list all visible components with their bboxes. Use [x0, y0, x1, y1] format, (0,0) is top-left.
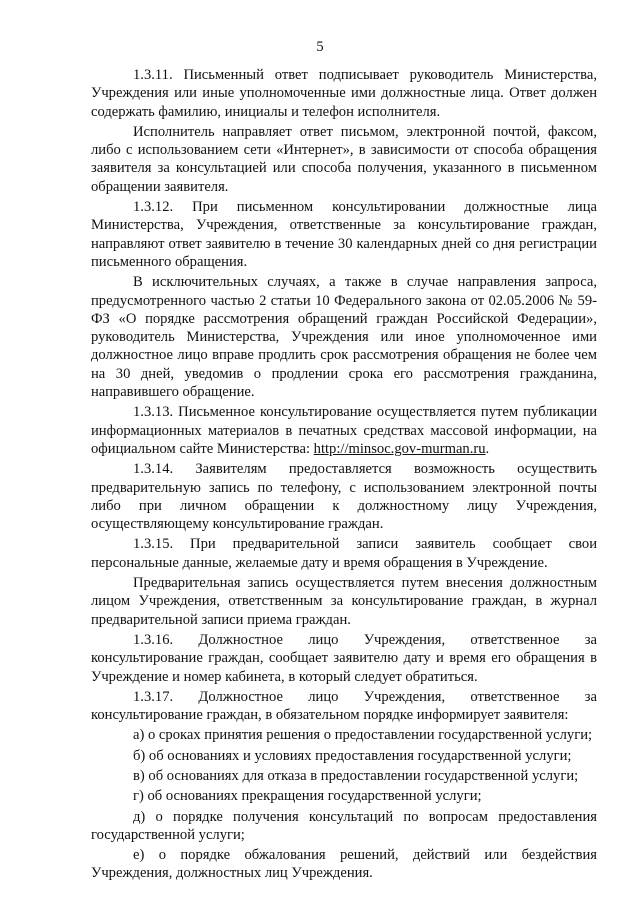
paragraph-1-3-13-text: 1.3.13. Письменное консультирование осуществляется путем публикации информационных материалов в печатных средствах массовой информации, на официальном сайте Министерства: — [91, 404, 597, 457]
page-number: 5 — [316, 39, 324, 55]
paragraph-1-3-15: 1.3.15. При предварительной записи заявитель сообщает свои персональные данные, желаемые дату и время обращения в Учреждение. — [91, 536, 597, 571]
list-item-a: а) о сроках принятия решения о предоставлении государственной услуги; — [133, 727, 593, 744]
paragraph-1-3-14: 1.3.14. Заявителям предоставляется возможность осуществить предварительную запись по телефону, с использованием электронной почты либо при личном обращении к должностному лицу Учреждения, осуществляющему консультирование граждан. — [91, 461, 597, 533]
document-body — [91, 66, 597, 883]
paragraph-1-3-16: 1.3.16. Должностное лицо Учреждения, ответственное за консультирование граждан, сообщает заявителю дату и время его обращения в Учреждение и номер кабинета, в который следует обратиться. — [91, 631, 597, 685]
list-item-v: в) об основаниях для отказа в предоставлении государственной услуги; — [133, 767, 579, 784]
list-item-g: г) об основаниях прекращения государственной услуги; — [133, 788, 482, 805]
paragraph-1-3-11: 1.3.11. Письменный ответ подписывает руководитель Министерства, Учреждения или иные уполномоченные ими должностные лица. Ответ должен содержать фамилию, инициалы и телефон исполнителя. — [91, 67, 597, 120]
list-item-b: б) об основаниях и условиях предоставления государственной услуги; — [133, 747, 572, 764]
paragraph-1-3-12: 1.3.12. При письменном консультировании должностные лица Министерства, Учреждения, ответственные за консультирование граждан, направляют ответ заявителю в течение 30 календарных дней со дня регистрации письменного обращения. — [91, 199, 597, 270]
paragraph-response-delivery: Исполнитель направляет ответ письмом, электронной почтой, факсом, либо с использованием сети «Интернет», в зависимости от способа обращения заявителя за консультацией или способа получения, указанного в письменном обращении заявителя. — [91, 123, 597, 195]
list-item-d: д) о порядке получения консультаций по вопросам предоставления государственной услуги; — [91, 808, 597, 843]
paragraph-1-3-17: 1.3.17. Должностное лицо Учреждения, ответственное за консультирование граждан, в обязательном порядке информирует заявителя: — [91, 688, 597, 724]
paragraph-1-3-13-tail: . — [485, 440, 490, 457]
paragraph-1-3-13 — [91, 403, 597, 458]
paragraph-exceptional-cases: В исключительных случаях, а также в случае направления запроса, предусмотренного частью 2 статьи 10 Федерального закона от 02.05.2006 № 59-ФЗ «О порядке рассмотрения обращений граждан Российской Федерации», руководитель Министерства, Учреждения или иное уполномоченное ими должностное лицо вправе продлить срок рассмотрения обращения не более чем на 30 дней, уведомив о продлении срока его рассмотрения гражданина, направившего обращение. — [91, 274, 597, 401]
list-item-e: е) о порядке обжалования решений, действий или бездействия Учреждения, должностных лиц Учреждения. — [91, 847, 597, 882]
ministry-website-link[interactable]: http://minsoc.gov-murman.ru — [313, 440, 486, 457]
paragraph-pre-registration: Предварительная запись осуществляется путем внесения должностным лицом Учреждения, ответственным за консультирование граждан, в журнал предварительной записи приема граждан. — [91, 575, 597, 628]
